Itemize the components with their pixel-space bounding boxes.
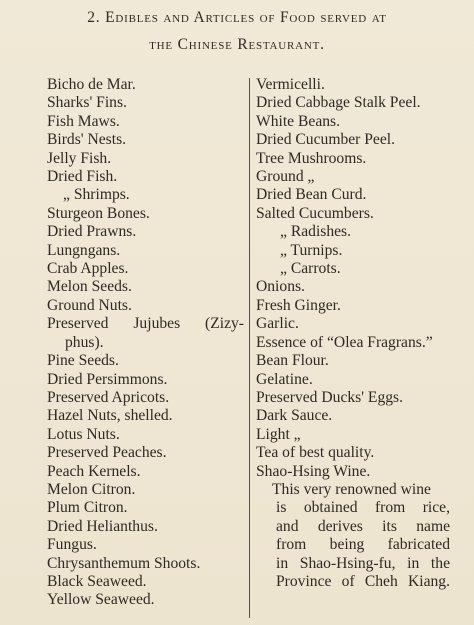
list-item: Preserved Apricots. [47,388,170,406]
list-item: Gelatine. [256,370,313,388]
list-item: Dried Cucumber Peel. [256,131,396,149]
column-divider [249,78,250,618]
wine-note-line: This very renowned wine [272,480,431,498]
list-item: Essence of “Olea Fragrans.” [256,333,433,351]
list-item: Dried Prawns. [47,223,137,241]
list-item: Fungus. [47,536,97,554]
list-item: Dark Sauce. [256,407,333,425]
left-column-list [47,76,244,610]
list-item: Sturgeon Bones. [47,204,150,222]
list-item: „ Shrimps. [63,186,130,204]
list-item: Lotus Nuts. [47,425,120,443]
list-item: Preserved Ducks' Eggs. [256,388,404,406]
list-item: White Beans. [256,112,341,130]
list-item: Shao-Hsing Wine. [256,462,371,480]
list-item: Vermicelli. [256,76,325,93]
list-item: Ground Nuts. [47,296,132,314]
list-item: Fish Maws. [47,112,120,130]
list-item: Bicho de Mar. [47,76,136,93]
list-item: Salted Cucumbers. [256,204,374,222]
list-item: Yellow Seaweed. [47,591,155,609]
wine-note-line: is obtained from rice, [276,499,450,517]
list-item: „ Carrots. [280,260,341,278]
list-item: Peach Kernels. [47,462,141,480]
list-item: Ground „ [256,168,315,186]
section-heading-line-2: the Chinese Restaurant. [149,36,325,53]
list-item: Dried Persimmons. [47,370,168,388]
list-item: Dried Cabbage Stalk Peel. [256,94,421,112]
list-item: Tree Mushrooms. [256,149,367,167]
list-item: Birds' Nests. [47,131,127,149]
list-item: Sharks' Fins. [47,94,127,112]
list-item: Bean Flour. [256,352,329,370]
wine-note-line: and derives its name [276,517,450,535]
list-item: „ Radishes. [280,223,352,241]
list-item: Black Seaweed. [47,572,147,590]
list-item: Dried Helianthus. [47,517,158,535]
list-item: Preserved Jujubes (Zizy- [47,315,244,333]
list-item: Light „ [256,425,301,443]
wine-note-line: from being fabricated [276,536,450,554]
wine-note-line: Province of Cheh Kiang. [276,572,450,590]
list-item-continuation: phus). [65,333,104,351]
list-item: Crab Apples. [47,260,129,278]
list-item: Melon Seeds. [47,278,132,296]
list-item: Jelly Fish. [47,149,112,167]
list-item: Lungngans. [47,241,121,259]
list-item: Fresh Ginger. [256,296,341,314]
list-item: Dried Fish. [47,168,118,186]
list-item: Plum Citron. [47,499,128,517]
right-column-list [256,76,450,591]
list-item: Melon Citron. [47,480,136,498]
list-item: „ Turnips. [280,241,343,259]
list-item: Preserved Peaches. [47,444,167,462]
list-item: Tea of best quality. [256,444,375,462]
section-heading-line-1: 2. Edibles and Articles of Food served at [87,9,387,26]
list-item: Pine Seeds. [47,352,119,370]
list-item: Hazel Nuts, shelled. [47,407,173,425]
list-item: Chrysanthemum Shoots. [47,554,201,572]
list-item: Garlic. [256,315,299,333]
wine-note-line: in Shao-Hsing-fu, in the [276,554,450,572]
list-item: Dried Bean Curd. [256,186,367,204]
list-item: Onions. [256,278,305,296]
